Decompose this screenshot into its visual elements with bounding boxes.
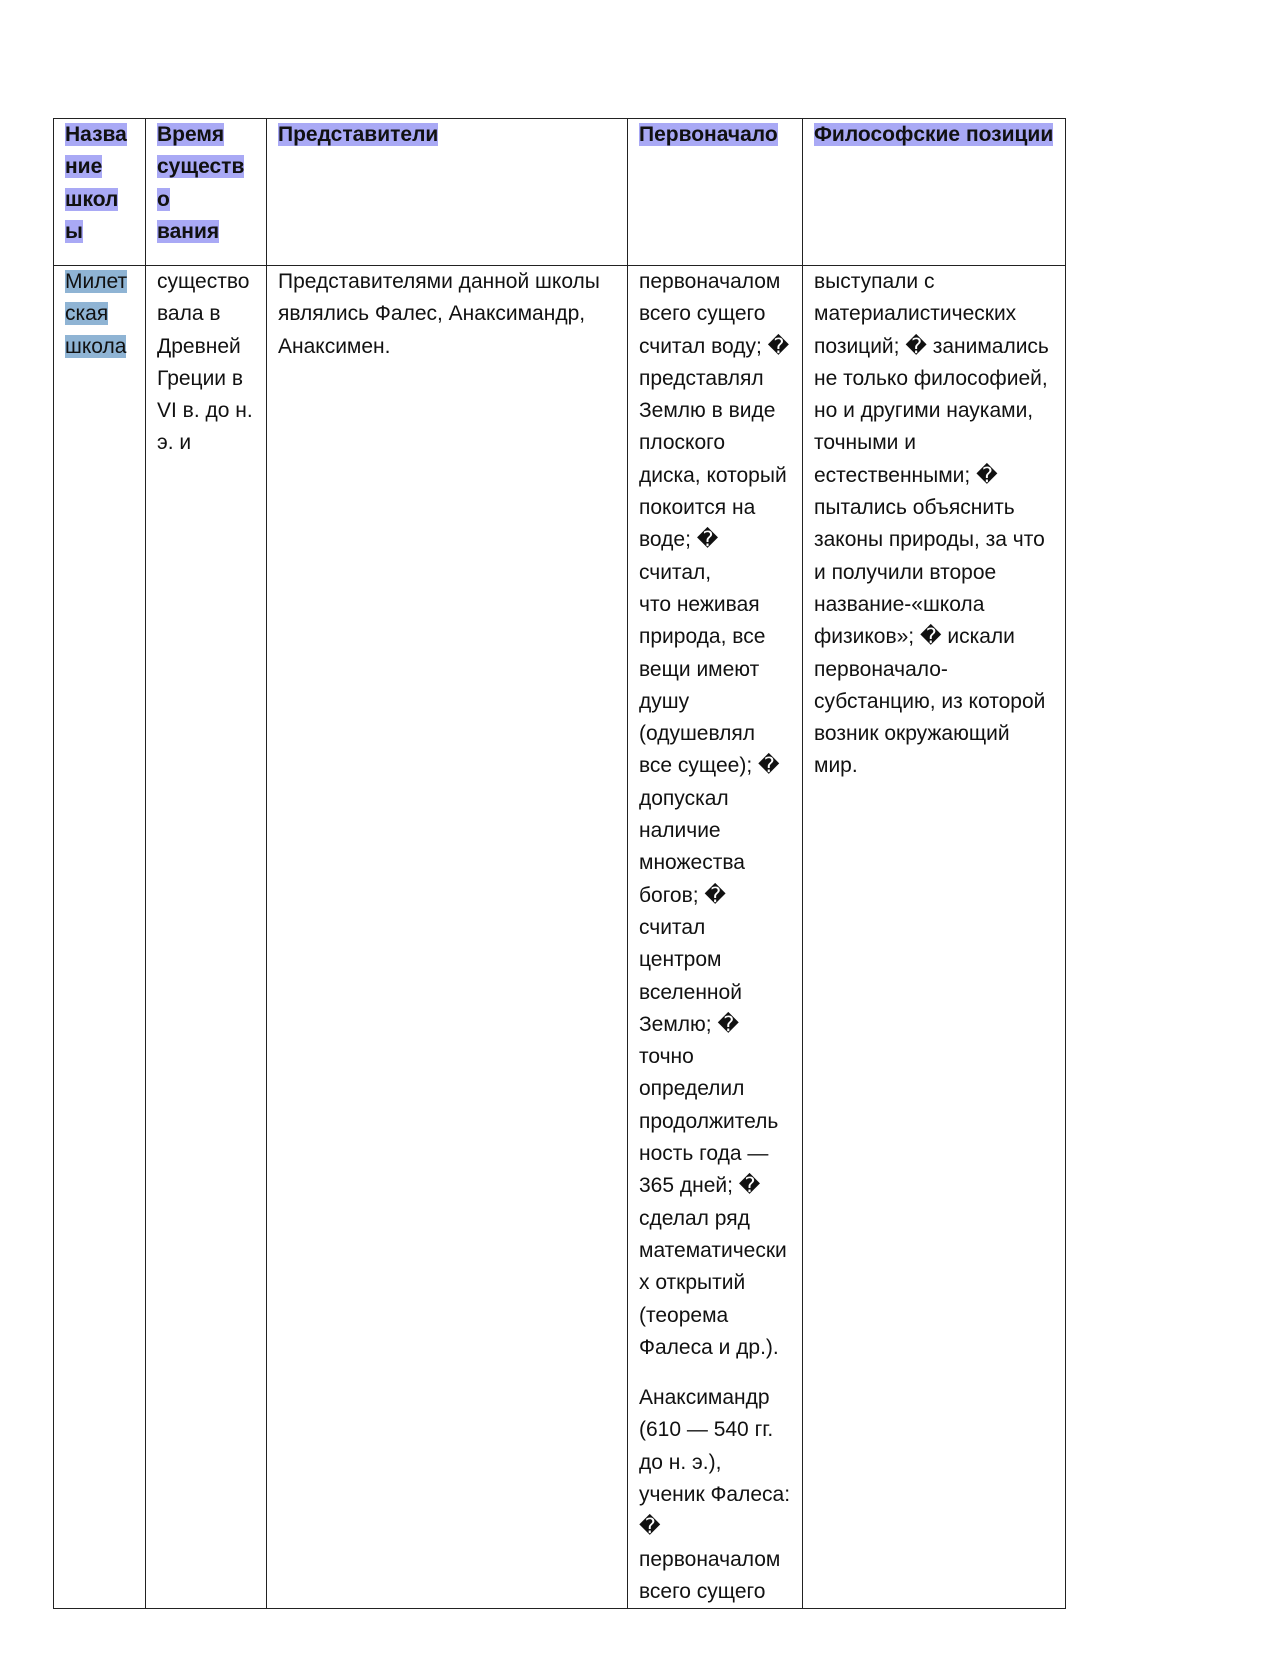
- representatives-text: Представителями данной школы являлись Фалес, Анаксимандр, Анаксимен.: [278, 270, 606, 358]
- header-school-name-label: Назва ние школ ы: [65, 123, 127, 243]
- cell-representatives: [267, 266, 628, 1609]
- positions-text: выступали с материалистических позиций; � занимались не только философией, но и другими науками, точными и естественными; � пытались объяснить законы природы, за что и получили второе название-«школа физиков»; � искали первоначало- субстанцию, из которой возник окружающий мир.: [814, 270, 1049, 778]
- table-header-row: [54, 119, 1066, 266]
- origin-text-part2: Анаксимандр (610 — 540 гг. до н. э.), ученик Фалеса: � первоначалом всего сущего: [639, 1386, 791, 1603]
- cell-positions: [803, 266, 1066, 1609]
- schools-table: [53, 118, 1066, 1609]
- cell-origin: [628, 266, 803, 1609]
- table-row: [54, 266, 1066, 1609]
- time-text: существо вала в Древней Греции в VI в. до н. э. и: [157, 270, 253, 455]
- school-name-text: Милет ская школа: [65, 270, 128, 358]
- header-positions-label: Философские позиции: [814, 123, 1054, 146]
- header-cell-school-name: [54, 119, 146, 266]
- header-representatives-label: Представители: [278, 123, 439, 146]
- header-cell-time: [146, 119, 267, 266]
- origin-text-part1: первоначалом всего сущего считал воду; � представлял Землю в виде плоского диска, который покоится на воде; � считал, что неживая природа, все вещи имеют душу (одушевлял все сущее); � допускал наличие множества богов; � считал центром вселенной Землю; � точно определил продолжитель ность года — 365 дней; � сделал ряд математически х открытий (теорема Фалеса и др.).: [639, 270, 790, 1359]
- paragraph-spacer: [639, 1364, 791, 1382]
- cell-time: [146, 266, 267, 1609]
- header-origin-label: Первоначало: [639, 123, 778, 146]
- header-cell-representatives: [267, 119, 628, 266]
- header-time-label: Время существо вания: [157, 123, 245, 243]
- header-cell-origin: [628, 119, 803, 266]
- cell-school-name: [54, 266, 146, 1609]
- header-cell-positions: [803, 119, 1066, 266]
